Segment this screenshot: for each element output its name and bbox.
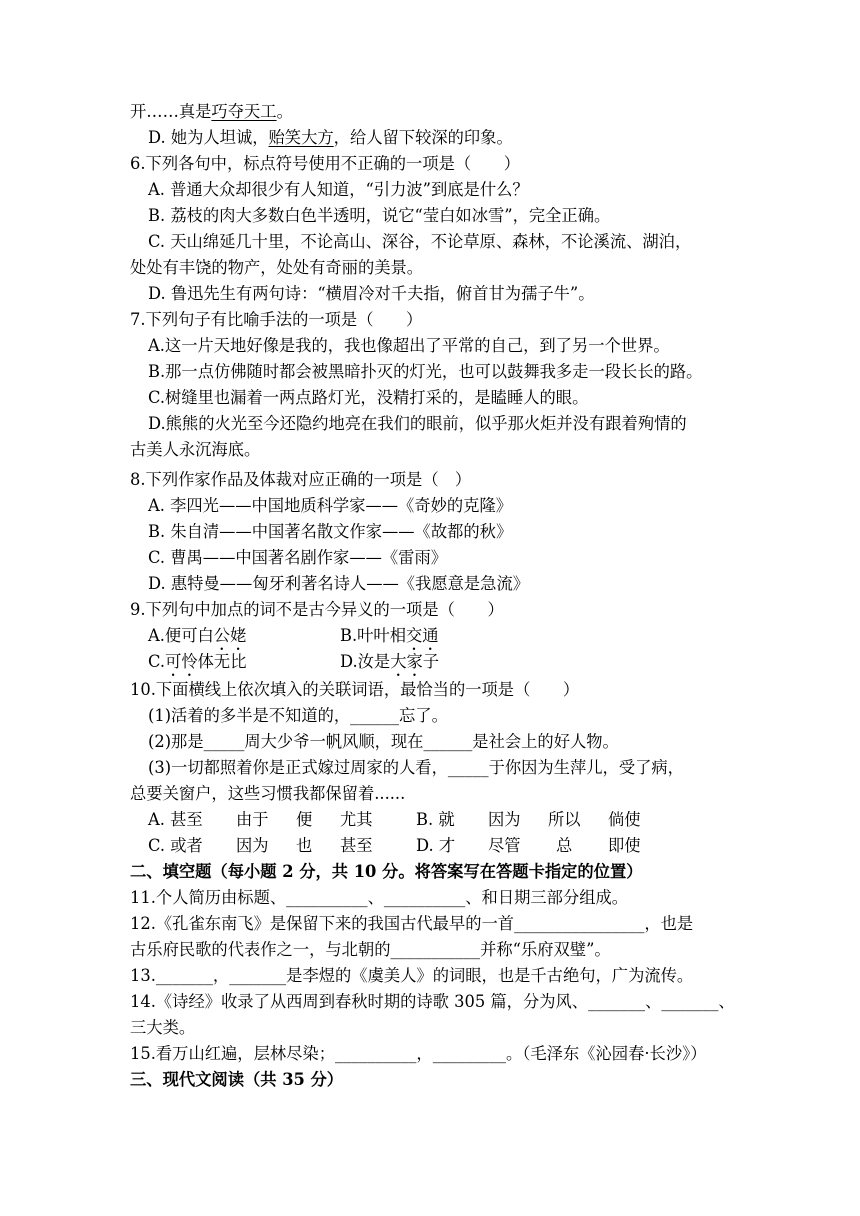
blank: _______ [588, 992, 646, 1011]
text: 14.《诗经》收录了从西周到春秋时期的诗歌 305 篇，分为风、 [130, 992, 589, 1011]
text: 开……真是 [130, 102, 212, 121]
q8-option-b: B. 朱自清——中国著名散文作家——《故都的秋》 [148, 522, 513, 541]
question-13 [130, 963, 693, 989]
q6-option-c: C. 天山绵延几十里，不论高山、深谷，不论草原、森林，不论溪流、湖泊， [148, 232, 692, 251]
blank: ______ [350, 706, 400, 725]
blank: _____ [447, 758, 489, 777]
text: 忘了。 [399, 706, 448, 725]
q6-option-a: A. 普通大众却很少有人知道，“引力波”到底是什么？ [148, 180, 529, 199]
blank: _______ [155, 966, 213, 985]
text: 古乐府民歌的代表作之一，与北朝的 [130, 940, 391, 959]
text: 子 [422, 652, 440, 671]
blank: _____ [203, 732, 245, 751]
line-q5-option-d [148, 125, 513, 151]
q7-option-a: A.这一片天地好像是我的，我也像超出了平常的自己，到了另一个世界。 [148, 336, 670, 355]
question-11 [130, 885, 628, 911]
q10-sentence-2 [148, 729, 619, 755]
text: 12.《孔雀东南飞》是保留下来的我国古代最早的一首 [130, 914, 515, 933]
q10-b-2: 因为 [488, 810, 521, 829]
text: D.汝是 [340, 652, 391, 671]
blank: _________ [432, 1044, 506, 1063]
q7-option-b: B.那一点仿佛随时都会被黑暗扑灭的灯光，也可以鼓舞我多走一段长长的路。 [148, 362, 703, 381]
text: 体无比 [197, 652, 247, 671]
q10-d-4: 即使 [608, 836, 641, 855]
text: 15.看万山红遍，层林尽染； [130, 1044, 335, 1063]
dotted-word: 公姥 [213, 626, 247, 645]
text: ，也是 [644, 914, 694, 933]
q10-d-1: D. 才 [416, 836, 456, 855]
question-12 [130, 911, 693, 937]
text: 、 [645, 992, 662, 1011]
blank: ______ [423, 732, 473, 751]
text: 周大少爷一帆风顺，现在 [244, 732, 424, 751]
text: 于你因为生萍儿，受了病， [488, 758, 684, 777]
blank: _______ [229, 966, 287, 985]
question-10-stem: 10.下面横线上依次填入的关联词语，最恰当的一项是（ ） [130, 680, 580, 699]
question-6-stem: 6.下列各句中，标点符号使用不正确的一项是（ ） [130, 154, 521, 173]
question-14 [130, 989, 735, 1015]
section-3-heading: 三、现代文阅读（共 35 分） [130, 1070, 344, 1089]
text: B.叶叶相 [340, 626, 406, 645]
q10-sentence-3 [148, 755, 684, 781]
blank: __________ [335, 1044, 417, 1063]
q8-option-c: C. 曹禺——中国著名剧作家——《雷雨》 [148, 548, 448, 567]
text: A.便可白 [148, 626, 214, 645]
q10-b-3: 所以 [548, 810, 581, 829]
q10-sentence-3-cont: 总要关窗户，这些习惯我都保留着...... [130, 784, 406, 803]
text: 。（毛泽东《沁园春·长沙》） [505, 1044, 707, 1063]
text: (3)一切都照着你是正式嫁过周家的人看， [148, 758, 448, 777]
text: ， [416, 1044, 433, 1063]
question-14-cont: 三大类。 [130, 1018, 196, 1037]
section-2-heading: 二、填空题（每小题 2 分，共 10 分。将答案写在答题卡指定的位置） [130, 862, 643, 881]
q10-a-2: 由于 [236, 810, 269, 829]
q7-option-d: D.熊熊的火光至今还隐约地亮在我们的眼前，似乎那火炬并没有跟着殉情的 [148, 414, 687, 433]
question-15 [130, 1041, 707, 1067]
text: 、 [718, 992, 735, 1011]
blank: ________________ [514, 914, 645, 933]
q9-option-d [340, 649, 439, 680]
blank: _______ [661, 992, 719, 1011]
q10-d-3: 总 [556, 836, 573, 855]
text: C. [148, 652, 166, 671]
q10-a-4: 尤其 [340, 810, 373, 829]
q10-a-1: A. 甚至 [148, 810, 203, 829]
dotted-word: 大家 [390, 652, 423, 671]
q8-option-a: A. 李四光——中国地质科学家——《奇妙的克隆》 [148, 496, 513, 515]
dotted-word: 可怜 [165, 652, 198, 671]
q8-option-d: D. 惠特曼——匈牙利著名诗人——《我愿意是急流》 [148, 574, 530, 593]
q10-a-3: 便 [296, 810, 313, 829]
q10-b-1: B. 就 [416, 810, 455, 829]
q7-option-d-cont: 古美人永沉海底。 [130, 440, 261, 459]
text: (1)活着的多半是不知道的， [148, 706, 351, 725]
q10-c-1: C. 或者 [148, 836, 203, 855]
q10-b-4: 倘使 [608, 810, 641, 829]
line-q5c-cont [130, 99, 293, 125]
text: D. 她为人坦诚， [148, 128, 269, 147]
q6-option-c-cont: 处处有丰饶的物产，处处有奇丽的美景。 [130, 258, 424, 277]
blank: __________ [383, 888, 466, 907]
q7-option-c: C.树缝里也漏着一两点路灯光，没精打采的，是瞌睡人的眼。 [148, 388, 589, 407]
q9-option-c [148, 649, 247, 680]
q6-option-d: D. 鲁迅先生有两句诗：“横眉冷对千夫指，俯首甘为孺子牛”。 [148, 284, 595, 303]
underlined-idiom: 巧夺天工 [211, 102, 277, 121]
q10-sentence-1 [148, 703, 448, 729]
q6-option-b: B. 荔枝的肉大多数白色半透明，说它“莹白如冰雪”，完全正确。 [148, 206, 611, 225]
text: 是社会上的好人物。 [472, 732, 619, 751]
question-9-stem: 9.下列句中加点的词不是古今异义的一项是（ ） [130, 600, 504, 619]
question-12-cont [130, 937, 611, 963]
text: 并称“乐府双璧”。 [480, 940, 611, 959]
q10-c-2: 因为 [236, 836, 269, 855]
dotted-word: 交通 [405, 626, 439, 645]
question-8-stem: 8.下列作家作品及体裁对应正确的一项是（ ） [130, 470, 472, 489]
blank: __________ [286, 888, 368, 907]
blank: ___________ [390, 940, 481, 959]
text: 。 [276, 102, 293, 121]
text: ，给人留下较深的印象。 [333, 128, 513, 147]
underlined-idiom: 贻笑大方 [268, 128, 334, 147]
text: 11.个人简历由标题、 [130, 888, 287, 907]
q10-d-2: 尽管 [488, 836, 521, 855]
text: 、和日期三部分组成。 [465, 888, 629, 907]
q10-c-3: 也 [296, 836, 313, 855]
text: 是李煜的《虞美人》的词眼，也是千古绝句，广为流传。 [286, 966, 694, 985]
text: 、 [367, 888, 384, 907]
text: ， [212, 966, 230, 985]
text: 13. [130, 966, 156, 985]
question-7-stem: 7.下列句子有比喻手法的一项是（ ） [130, 310, 423, 329]
q10-c-4: 甚至 [340, 836, 373, 855]
text: (2)那是 [148, 732, 204, 751]
